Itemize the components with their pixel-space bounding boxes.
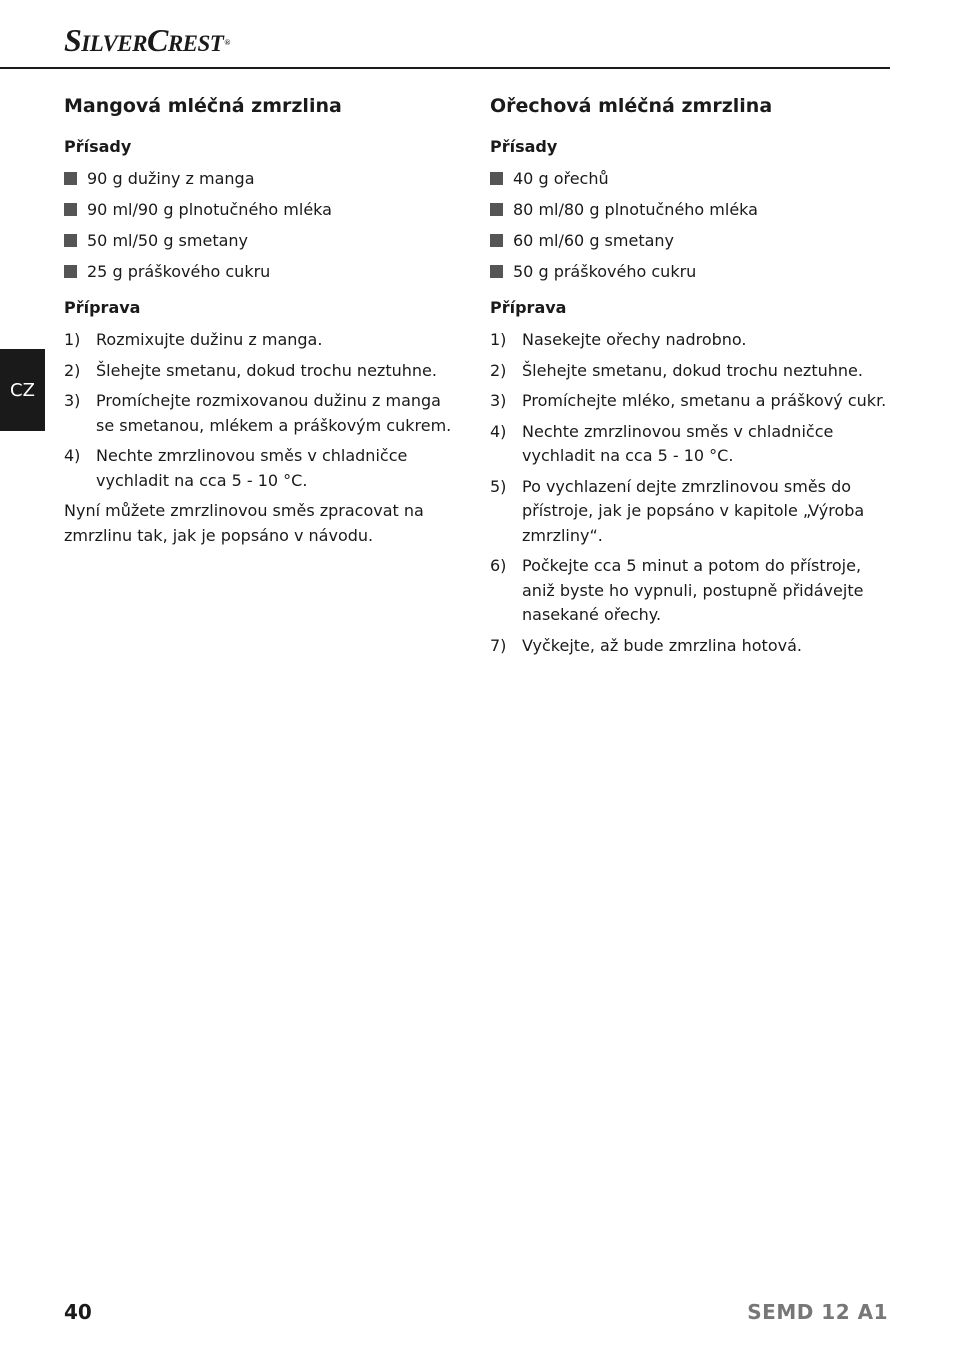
recipe-nut bbox=[490, 92, 890, 664]
page-number: 40 bbox=[64, 1300, 92, 1324]
step-text: Po vychlazení dejte zmrzlinovou směs do přístroje, jak je popsáno v kapitole „Výroba zmrzliny“. bbox=[522, 476, 865, 545]
ingredient-item: 80 ml/80 g plnotučného mléka bbox=[490, 200, 890, 220]
step-item bbox=[64, 389, 464, 438]
square-bullet-icon bbox=[490, 172, 503, 185]
step-item bbox=[64, 359, 464, 384]
recipe-note: Nyní můžete zmrzlinovou směs zpracovat na zmrzlinu tak, jak je popsáno v návodu. bbox=[64, 501, 424, 545]
step-number: 4) bbox=[64, 446, 81, 465]
step-item bbox=[490, 359, 890, 384]
ingredient-item: 90 g dužiny z manga bbox=[64, 169, 464, 189]
step-text: Promíchejte rozmixovanou dužinu z manga se smetanou, mlékem a práškovým cukrem. bbox=[96, 391, 452, 435]
ingredient-item: 50 g práškového cukru bbox=[490, 262, 890, 282]
step-number: 5) bbox=[490, 476, 507, 496]
step-item bbox=[490, 328, 890, 353]
square-bullet-icon bbox=[64, 203, 77, 216]
square-bullet-icon bbox=[64, 172, 77, 185]
step-text: Nechte zmrzlinovou směs v chladničce vychladit na cca 5 - 10 °C. bbox=[522, 421, 834, 465]
step-number: 1) bbox=[490, 330, 507, 349]
step-text: Počkejte cca 5 minut a potom do přístroje, aniž byste ho vypnuli, postupně přidávejte nasekané ořechy. bbox=[522, 556, 864, 624]
step-text: Vyčkejte, až bude zmrzlina hotová. bbox=[522, 635, 802, 655]
step-text: Nechte zmrzlinovou směs v chladničce vychladit na cca 5 - 10 °C. bbox=[96, 446, 408, 490]
square-bullet-icon bbox=[490, 265, 503, 278]
recipe-title: Ořechová mléčná zmrzlina bbox=[490, 95, 773, 117]
step-text: Rozmixujte dužinu z manga. bbox=[96, 330, 323, 349]
ingredient-item: 90 ml/90 g plnotučného mléka bbox=[64, 200, 464, 220]
step-text: Šlehejte smetanu, dokud trochu neztuhne. bbox=[96, 360, 437, 380]
language-tab-label: CZ bbox=[10, 379, 35, 401]
ingredient-item: 40 g ořechů bbox=[490, 169, 890, 189]
step-text: Promíchejte mléko, smetanu a práškový cukr. bbox=[522, 391, 887, 410]
step-number: 2) bbox=[64, 360, 81, 380]
recipe-title: Mangová mléčná zmrzlina bbox=[64, 95, 342, 117]
header-divider bbox=[0, 67, 890, 69]
ingredient-item: 25 g práškového cukru bbox=[64, 262, 464, 282]
step-item bbox=[490, 634, 890, 659]
language-tab bbox=[0, 349, 45, 431]
step-number: 7) bbox=[490, 635, 507, 655]
ingredients-list bbox=[490, 169, 890, 282]
step-number: 6) bbox=[490, 556, 507, 575]
recipe-mango bbox=[64, 92, 464, 548]
step-number: 4) bbox=[490, 421, 507, 441]
step-item bbox=[64, 444, 464, 493]
ingredients-list bbox=[64, 169, 464, 282]
step-item bbox=[490, 389, 890, 414]
step-text: Nasekejte ořechy nadrobno. bbox=[522, 330, 747, 349]
square-bullet-icon bbox=[64, 234, 77, 247]
preparation-heading: Příprava bbox=[64, 298, 141, 317]
step-text: Šlehejte smetanu, dokud trochu neztuhne. bbox=[522, 360, 863, 380]
brand-logo: SILVERCREST® bbox=[64, 22, 230, 58]
ingredients-heading: Přísady bbox=[490, 137, 558, 156]
step-number: 3) bbox=[64, 391, 81, 410]
step-item bbox=[490, 554, 890, 628]
ingredient-item: 60 ml/60 g smetany bbox=[490, 231, 890, 251]
preparation-heading: Příprava bbox=[490, 298, 567, 317]
step-number: 3) bbox=[490, 391, 507, 410]
step-item bbox=[490, 475, 890, 549]
ingredients-heading: Přísady bbox=[64, 137, 132, 156]
preparation-steps bbox=[64, 328, 464, 493]
step-item bbox=[490, 420, 890, 469]
square-bullet-icon bbox=[64, 265, 77, 278]
square-bullet-icon bbox=[490, 234, 503, 247]
preparation-steps bbox=[490, 328, 890, 658]
step-number: 1) bbox=[64, 330, 81, 349]
model-number: SEMD 12 A1 bbox=[747, 1300, 888, 1324]
step-number: 2) bbox=[490, 360, 507, 380]
step-item bbox=[64, 328, 464, 353]
square-bullet-icon bbox=[490, 203, 503, 216]
ingredient-item: 50 ml/50 g smetany bbox=[64, 231, 464, 251]
